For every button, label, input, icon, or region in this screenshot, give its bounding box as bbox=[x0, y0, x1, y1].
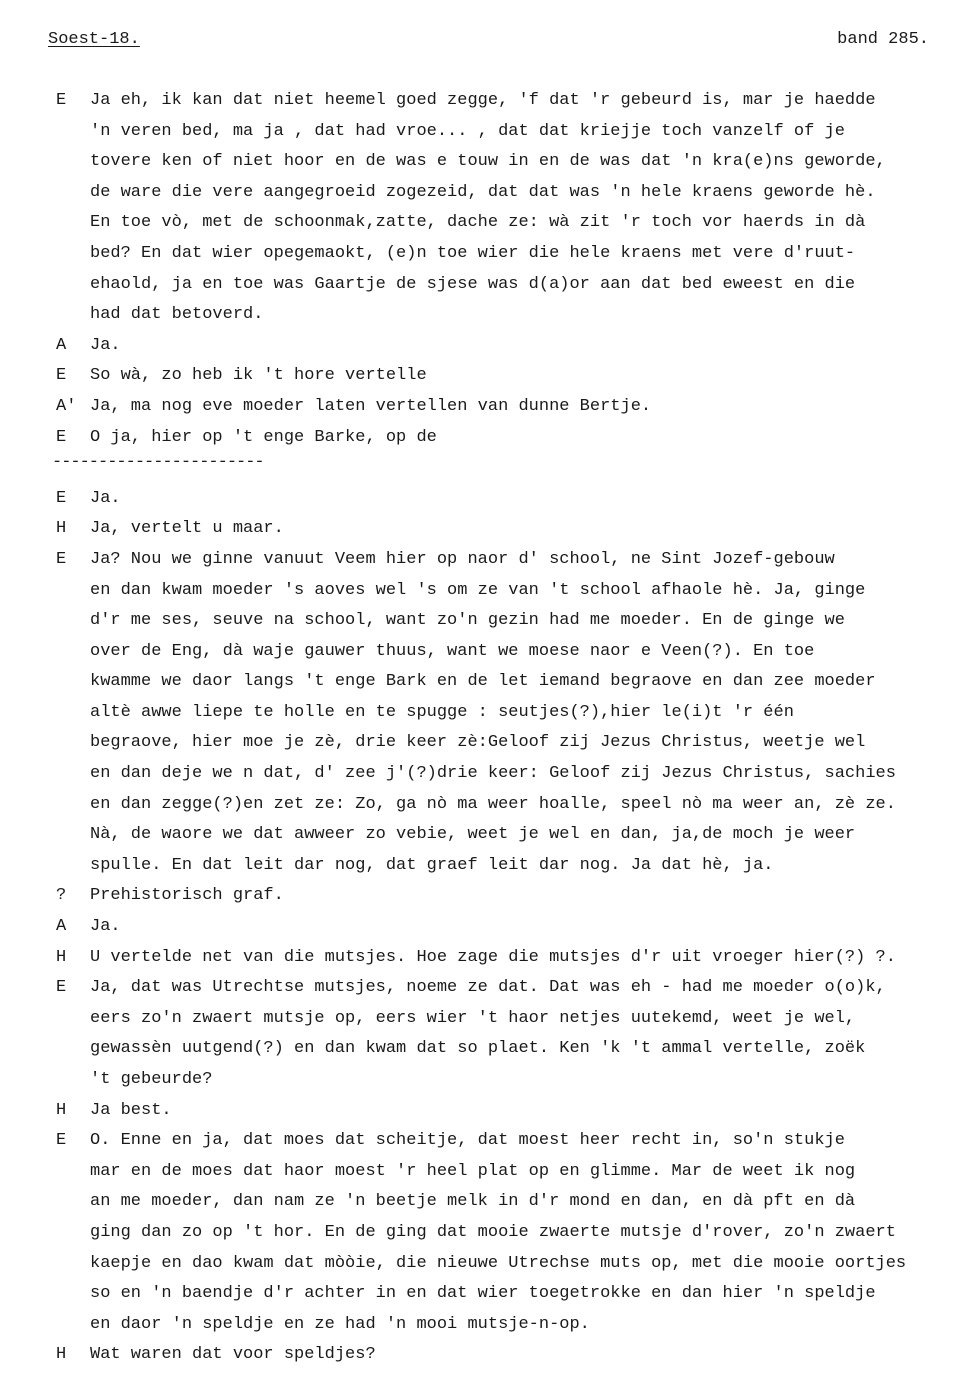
text-line: Ja. bbox=[90, 917, 121, 937]
text-line: over de Eng, dà waje gauwer thuus, want we moese naor e Veen(?). En toe bbox=[90, 641, 815, 661]
text-line: Wat waren dat voor speldjes? bbox=[90, 1345, 376, 1365]
text-line: bed? En dat wier opegemaokt, (e)n toe wier die hele kraens met vere d'ruut- bbox=[90, 243, 856, 263]
utterance-text bbox=[90, 943, 936, 974]
text-line: Prehistorisch graf. bbox=[90, 886, 284, 906]
speaker-label: E bbox=[56, 549, 67, 569]
text-line: Ja best. bbox=[90, 1100, 172, 1120]
text-line: Ja, ma nog eve moeder laten vertellen van dunne Bertje. bbox=[90, 396, 652, 416]
tape-label: Soest-18. bbox=[48, 30, 140, 49]
text-line: Ja, vertelt u maar. bbox=[90, 519, 284, 539]
text-line: tovere ken of niet hoor en de was e touw in en de was dat 'n kra(e)ns geworde, bbox=[90, 152, 886, 172]
speaker-label: A bbox=[56, 917, 67, 937]
transcript-entry bbox=[56, 1096, 936, 1127]
transcript-entry bbox=[56, 331, 936, 362]
speaker-label: H bbox=[56, 1100, 67, 1120]
text-line: spulle. En dat leit dar nog, dat graef leit dar nog. Ja dat hè, ja. bbox=[90, 855, 774, 875]
utterance-text bbox=[90, 1126, 936, 1340]
text-line: mar en de moes dat haor moest 'r heel plat op en glimme. Mar de weet ik nog bbox=[90, 1161, 856, 1181]
speaker-label: ? bbox=[56, 886, 67, 906]
speaker-label: E bbox=[56, 978, 67, 998]
text-line: Nà, de waore we dat awweer zo vebie, weet je wel en dan, ja,de moch je weer bbox=[90, 825, 856, 845]
utterance-text bbox=[90, 423, 936, 454]
text-line: en dan deje we n dat, d' zee j'(?)drie keer: Geloof zij Jezus Christus, sachies bbox=[90, 764, 896, 784]
utterance-text bbox=[90, 973, 936, 1095]
text-line: Ja eh, ik kan dat niet heemel goed zegge, 'f dat 'r gebeurd is, mar je haedde bbox=[90, 91, 876, 110]
text-line: d'r me ses, seuve na school, want zo'n gezin had me moeder. En de ginge we bbox=[90, 611, 845, 631]
text-line: ehaold, ja en toe was Gaartje de sjese was d(a)or aan dat bed eweest en die bbox=[90, 274, 856, 294]
text-line: Ja? Nou we ginne vanuut Veem hier op naor d' school, ne Sint Jozef-gebouw bbox=[90, 549, 835, 569]
utterance-text bbox=[90, 331, 936, 362]
speaker-label: A bbox=[56, 335, 67, 355]
text-line: so en 'n baendje d'r achter in en dat wier toegetrokke en dan hier 'n speldje bbox=[90, 1284, 876, 1304]
transcript-part-1 bbox=[56, 86, 936, 453]
speaker-label: A' bbox=[56, 396, 77, 416]
speaker-label: H bbox=[56, 1345, 67, 1365]
utterance-text bbox=[90, 392, 936, 423]
transcript-entry bbox=[56, 423, 936, 454]
transcript-part-2 bbox=[56, 484, 936, 1371]
transcript bbox=[52, 86, 936, 1371]
text-line: an me moeder, dan nam ze 'n beetje melk in d'r mond en dan, en dà pft en dà bbox=[90, 1192, 856, 1212]
utterance-text bbox=[90, 86, 936, 331]
transcript-entry bbox=[56, 973, 936, 1095]
section-divider: ----------------------- bbox=[52, 453, 264, 473]
speaker-label: E bbox=[56, 1131, 67, 1151]
text-line: eers zo'n zwaert mutsje op, eers wier 't haor netjes uutekemd, weet je wel, bbox=[90, 1008, 856, 1028]
text-line: begraove, hier moe je zè, drie keer zè:Geloof zij Jezus Christus, weetje wel bbox=[90, 733, 866, 753]
transcript-entry bbox=[56, 881, 936, 912]
text-line: en dan kwam moeder 's aoves wel 's om ze van 't school afhaole hè. Ja, ginge bbox=[90, 580, 866, 600]
text-line: O. Enne en ja, dat moes dat scheitje, dat moest heer recht in, so'n stukje bbox=[90, 1131, 845, 1151]
transcript-entry bbox=[56, 545, 936, 882]
utterance-text bbox=[90, 484, 936, 515]
text-line: ging dan zo op 't hor. En de ging dat mooie zwaerte mutsje d'rover, zo'n zwaert bbox=[90, 1222, 896, 1242]
text-line: gewassèn uutgend(?) en dan kwam dat so plaet. Ken 'k 't ammal vertelle, zoëk bbox=[90, 1039, 866, 1059]
transcript-entry bbox=[56, 1340, 936, 1371]
text-line: 't gebeurde? bbox=[90, 1070, 213, 1089]
utterance-text bbox=[90, 881, 936, 912]
utterance-text bbox=[90, 912, 936, 943]
speaker-label: H bbox=[56, 947, 67, 967]
text-line: O ja, hier op 't enge Barke, op de bbox=[90, 427, 437, 447]
utterance-text bbox=[90, 361, 936, 392]
text-line: Ja. bbox=[90, 335, 121, 355]
transcript-entry bbox=[56, 361, 936, 392]
transcript-entry bbox=[56, 484, 936, 515]
transcript-entry bbox=[56, 912, 936, 943]
transcript-entry bbox=[56, 392, 936, 423]
transcript-entry bbox=[56, 1126, 936, 1340]
text-line: altè awwe liepe te holle en te spugge : seutjes(?),hier le(i)t 'r één bbox=[90, 702, 794, 722]
text-line: Ja, dat was Utrechtse mutsjes, noeme ze dat. Dat was eh - had me moeder o(o)k, bbox=[90, 978, 886, 998]
text-line: en dan zegge(?)en zet ze: Zo, ga nò ma weer hoalle, speel nò ma weer an, zè ze. bbox=[90, 794, 896, 814]
utterance-text bbox=[90, 545, 936, 882]
text-line: U vertelde net van die mutsjes. Hoe zage die mutsjes d'r uit vroeger hier(?) ?. bbox=[90, 947, 896, 967]
text-line: Ja. bbox=[90, 488, 121, 508]
speaker-label: E bbox=[56, 91, 67, 110]
text-line: de ware die vere aangegroeid zogezeid, dat dat was 'n hele kraens geworde hè. bbox=[90, 182, 876, 202]
transcript-entry bbox=[56, 943, 936, 974]
text-line: En toe vò, met de schoonmak,zatte, dache ze: wà zit 'r toch vor haerds in dà bbox=[90, 213, 866, 233]
utterance-text bbox=[90, 514, 936, 545]
text-line: had dat betoverd. bbox=[90, 305, 264, 325]
text-line: en daor 'n speldje en ze had 'n mooi mutsje-n-op. bbox=[90, 1314, 590, 1334]
page-header bbox=[48, 30, 929, 54]
text-line: 'n veren bed, ma ja , dat had vroe... , dat dat kriejje toch vanzelf of je bbox=[90, 121, 845, 141]
speaker-label: E bbox=[56, 366, 67, 386]
speaker-label: E bbox=[56, 488, 67, 508]
utterance-text bbox=[90, 1096, 936, 1127]
transcript-entry bbox=[56, 514, 936, 545]
text-line: kaepje en dao kwam dat mòòie, die nieuwe Utrechse muts op, met die mooie oortjes bbox=[90, 1253, 907, 1273]
text-line: So wà, zo heb ik 't hore vertelle bbox=[90, 366, 427, 386]
text-line: kwamme we daor langs 't enge Bark en de let iemand begraove en dan zee moeder bbox=[90, 672, 876, 692]
band-number: band 285. bbox=[837, 30, 929, 49]
transcript-entry bbox=[56, 86, 936, 331]
speaker-label: H bbox=[56, 519, 67, 539]
utterance-text bbox=[90, 1340, 936, 1371]
speaker-label: E bbox=[56, 427, 67, 447]
